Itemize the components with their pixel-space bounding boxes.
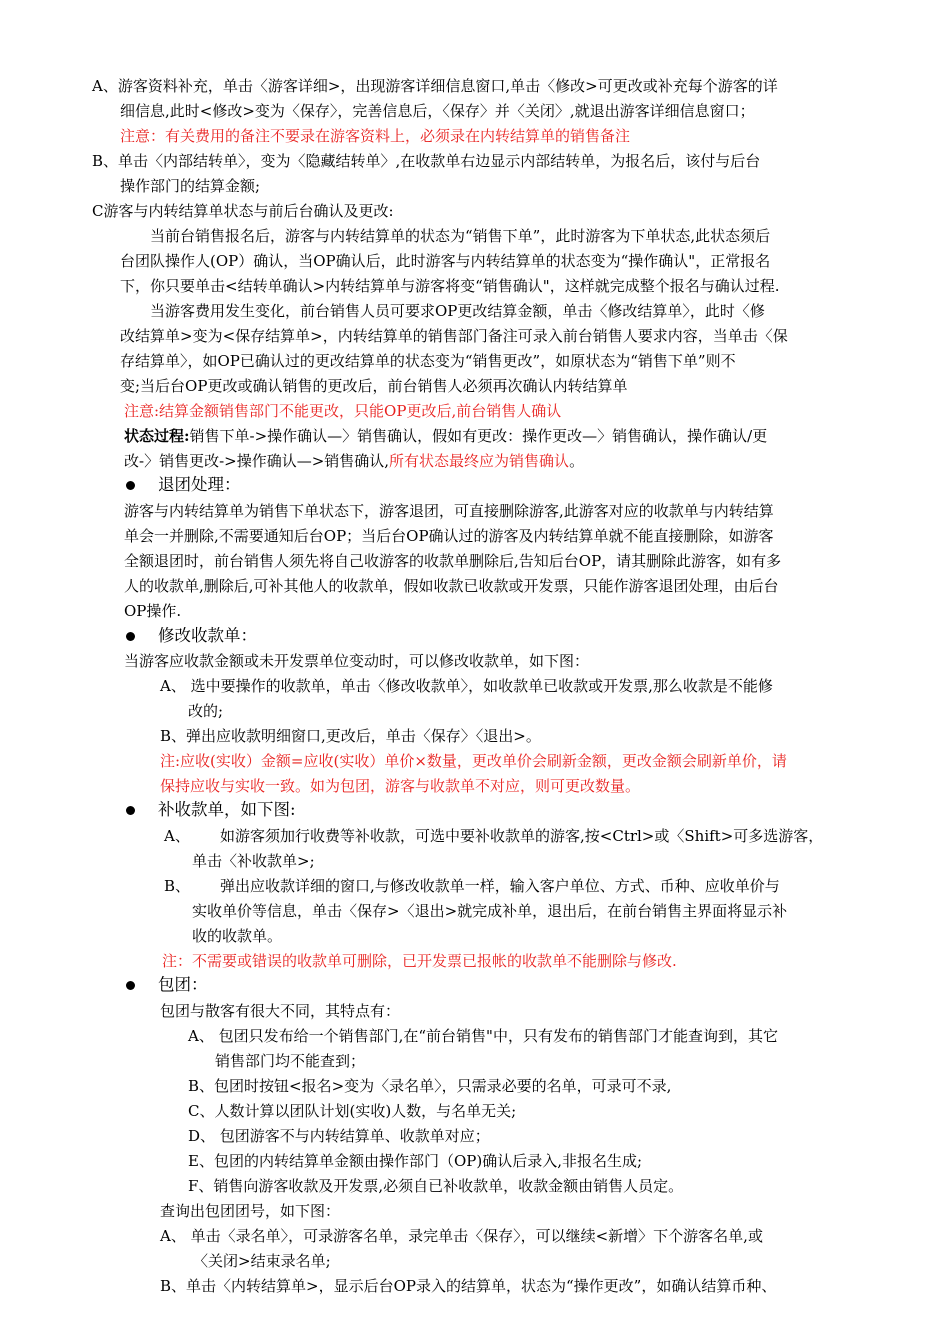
text-line: 改结算单>变为<保存结算单>，内转结算单的销售部门备注可录入前台销售人要求内容，当单击〈保	[120, 327, 788, 345]
text-span: 销售下单->操作确认—〉销售确认，假如有更改：操作更改—〉销售确认，操作确认/更	[189, 427, 768, 445]
text-line: B、弹出应收款明细窗口,更改后，单击〈保存〉〈退出>。	[160, 727, 541, 745]
text-line: 单会一并删除,不需要通知后台OP；当后台OP确认过的游客及内转结算单就不能直接删除，如游客	[124, 527, 774, 545]
section-heading: 修改收款单：	[158, 626, 257, 645]
text-line: 实收单价等信息，单击〈保存>〈退出>就完成补单，退出后，在前台销售主界面将显示补	[192, 902, 788, 920]
text-line: 查询出包团团号，如下图：	[160, 1202, 341, 1220]
text-line: 当游客应收款金额或未开发票单位变动时，可以修改收款单，如下图：	[124, 652, 590, 670]
text-line: 变;当后台OP更改或确认销售的更改后，前台销售人必须再次确认内转结算单	[120, 377, 628, 395]
text-line: C、人数计算以团队计划(实收)人数，与名单无关;	[188, 1102, 517, 1120]
bullet-icon	[126, 981, 135, 990]
text-line: 人的收款单,删除后,可补其他人的收款单，假如收款已收款或开发票，只能作游客退团处理，由后台	[124, 577, 779, 595]
text-span: 改-〉销售更改->操作确认—>销售确认,	[124, 452, 390, 470]
text-line: 当前台销售报名后，游客与内转结算单的状态为“销售下单”，此时游客为下单状态,此状态须后	[150, 227, 771, 245]
period-span: 。	[569, 452, 585, 470]
bullet-icon	[126, 481, 135, 490]
text-line: F、销售向游客收款及开发票,必须自已补收款单，收款金额由销售人员定。	[188, 1177, 684, 1195]
text-line: 单击〈补收款单>;	[192, 852, 315, 870]
list-marker: B、	[164, 877, 191, 895]
status-process-label: 状态过程:	[124, 427, 190, 445]
text-line: 游客与内转结算单为销售下单状态下，游客退团，可直接删除游客,此游客对应的收款单与内转结算	[124, 502, 774, 520]
text-line: 〈关闭>结束录名单;	[193, 1252, 331, 1270]
text-line: 下，你只要单击<结转单确认>内转结算单与游客将变“销售确认"，这样就完成整个报名与确认过程.	[120, 277, 780, 295]
text-line: 包团与散客有很大不同，其特点有：	[160, 1002, 401, 1020]
bullet-icon	[126, 632, 135, 641]
text-line: A、 单击〈录名单〉，可录游客名单，录完单击〈保存〉，可以继续<新增〉下个游客名单,或	[160, 1227, 763, 1245]
section-heading: 包团：	[158, 975, 208, 994]
note-line: 注意:结算金额销售部门不能更改，只能OP更改后,前台销售人确认	[124, 402, 562, 420]
text-line: C游客与内转结算单状态与前后台确认及更改:	[92, 202, 394, 220]
section-heading: 退团处理：	[158, 475, 241, 494]
text-line: 操作部门的结算金额;	[120, 177, 261, 195]
text-line: 销售部门均不能查到；	[215, 1052, 366, 1070]
note-line: 注:应收(实收）金额=应收(实收）单价×数量，更改单价会刷新金额，更改金额会刷新单价，请	[160, 752, 787, 770]
text-line: A、 选中要操作的收款单，单击〈修改收款单〉，如收款单已收款或开发票,那么收款是不能修	[160, 677, 773, 695]
text-line: OP操作.	[124, 602, 182, 620]
text-line: B、单击〈内部结转单〉，变为〈隐藏结转单〉,在收款单右边显示内部结转单，为报名后，该付与后台	[92, 152, 761, 170]
text-line: E、包团的内转结算单金额由操作部门（OP)确认后录入,非报名生成;	[188, 1152, 643, 1170]
text-line: B、单击〈内转结算单>，显示后台OP录入的结算单，状态为“操作更改”，如确认结算币种、	[160, 1277, 777, 1295]
note-span: 所有状态最终应为销售确认	[389, 452, 570, 470]
note-line: 注意：有关费用的备注不要录在游客资料上，必须录在内转结算单的销售备注	[120, 127, 631, 145]
text-line: A、游客资料补充，单击〈游客详细>，出现游客详细信息窗口,单击〈修改>可更改或补充每个游客的详	[92, 77, 778, 95]
text-line: D、 包团游客不与内转结算单、收款单对应；	[188, 1127, 490, 1145]
text-line: 收的收款单。	[192, 927, 283, 945]
status-process-line	[124, 451, 584, 471]
text-line: 台团队操作人(OP）确认，当OP确认后，此时游客与内转结算单的状态变为“操作确认"，正常报名	[120, 252, 771, 270]
text-line: 存结算单〉，如OP已确认过的更改结算单的状态变为“销售更改”，如原状态为“销售下单”则不	[120, 352, 736, 370]
text-line: 细信息,此时<修改>变为〈保存〉，完善信息后，〈保存〉并〈关闭〉,就退出游客详细信息窗口；	[120, 102, 755, 120]
text-line: 如游客须加行收费等补收款，可选中要补收款单的游客,按<Ctrl>或〈Shift>可多选游客，	[220, 827, 824, 845]
note-line: 保持应收与实收一致。如为包团，游客与收款单不对应，则可更改数量。	[160, 777, 641, 795]
text-line: A、 包团只发布给一个销售部门,在“前台销售"中，只有发布的销售部门才能查询到，其它	[188, 1027, 778, 1045]
text-line: 当游客费用发生变化，前台销售人员可要求OP更改结算金额，单击〈修改结算单〉，此时〈修	[150, 302, 765, 320]
bullet-icon	[126, 806, 135, 815]
status-process-line	[124, 426, 767, 446]
text-line: 弹出应收款详细的窗口,与修改收款单一样，输入客户单位、方式、币种、应收单价与	[220, 877, 780, 895]
note-line: 注：不需要或错误的收款单可删除，已开发票已报帐的收款单不能删除与修改.	[162, 952, 677, 970]
text-line: 改的;	[188, 702, 224, 720]
list-marker: A、	[164, 827, 190, 845]
text-line: B、包团时按钮<报名>变为〈录名单〉，只需录必要的名单，可录可不录,	[188, 1077, 672, 1095]
text-line: 全额退团时，前台销售人须先将自己收游客的收款单删除后,告知后台OP，请其删除此游客，如有多	[124, 552, 782, 570]
section-heading: 补收款单，如下图:	[158, 800, 296, 819]
